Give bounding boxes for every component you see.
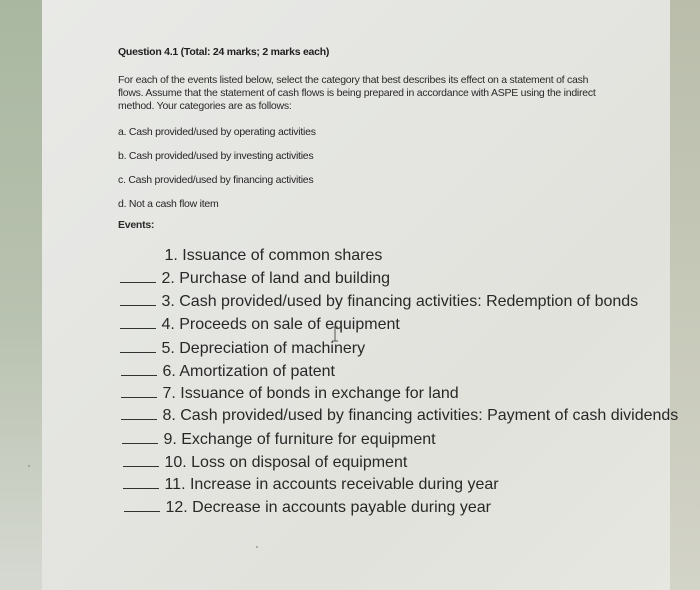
category-c: c. Cash provided/used by financing activities [118, 174, 314, 186]
answer-blank[interactable] [120, 344, 156, 353]
event-item-2 [120, 272, 390, 286]
event-text: 4. Proceeds on sale of equipment [161, 316, 400, 333]
event-item-11 [123, 478, 499, 492]
event-text: 2. Purchase of land and building [161, 270, 391, 287]
answer-blank[interactable] [124, 503, 160, 512]
event-item-3 [120, 295, 638, 309]
text-ibeam-icon [330, 326, 340, 342]
event-item-9 [122, 433, 436, 447]
event-item-8 [121, 409, 678, 423]
answer-blank[interactable] [120, 274, 156, 283]
event-item-12 [124, 501, 491, 515]
event-text: 5. Depreciation of machinery [161, 340, 366, 357]
dust-speck [28, 465, 30, 467]
answer-blank[interactable] [120, 297, 156, 306]
dust-speck [256, 546, 258, 548]
event-item-5 [120, 342, 365, 356]
event-text: 10. Loss on disposal of equipment [164, 454, 408, 471]
answer-blank[interactable] [122, 435, 158, 444]
event-text: 6. Amortization of patent [162, 363, 335, 380]
answer-blank[interactable] [121, 411, 157, 420]
answer-blank[interactable] [123, 480, 159, 489]
event-text: 12. Decrease in accounts payable during year [165, 499, 491, 516]
event-item-1 [123, 249, 382, 263]
category-b: b. Cash provided/used by investing activities [118, 150, 314, 162]
event-item-10 [123, 456, 407, 470]
answer-blank-empty [123, 251, 159, 260]
right-bezel [670, 0, 700, 590]
event-item-6 [121, 365, 335, 379]
answer-blank[interactable] [120, 320, 156, 329]
category-list [118, 125, 608, 221]
category-d: d. Not a cash flow item [118, 198, 219, 210]
event-text: 3. Cash provided/used by financing activities: Redemption of bonds [161, 293, 639, 310]
left-bezel [0, 0, 42, 590]
event-text: 1. Issuance of common shares [164, 247, 383, 264]
event-item-7 [121, 387, 459, 401]
answer-blank[interactable] [123, 458, 159, 467]
event-text: 11. Increase in accounts receivable during year [164, 476, 499, 493]
event-text: 9. Exchange of furniture for equipment [163, 431, 436, 448]
question-document [118, 46, 608, 243]
category-a: a. Cash provided/used by operating activities [118, 126, 316, 138]
answer-blank[interactable] [121, 389, 157, 398]
question-instructions: For each of the events listed below, select the category that best describes its effect on a statement of cash flows. Assume that the statement of cash flows is being prepared in accordance with ASPE using the indirect method. Your categories are as follows: [118, 74, 596, 112]
question-title: Question 4.1 (Total: 24 marks; 2 marks each) [118, 46, 330, 58]
events-heading: Events: [118, 219, 155, 231]
event-text: 7. Issuance of bonds in exchange for land [162, 385, 459, 402]
event-text: 8. Cash provided/used by financing activities: Payment of cash dividends [162, 407, 679, 424]
answer-blank[interactable] [121, 367, 157, 376]
event-item-4 [120, 318, 400, 332]
